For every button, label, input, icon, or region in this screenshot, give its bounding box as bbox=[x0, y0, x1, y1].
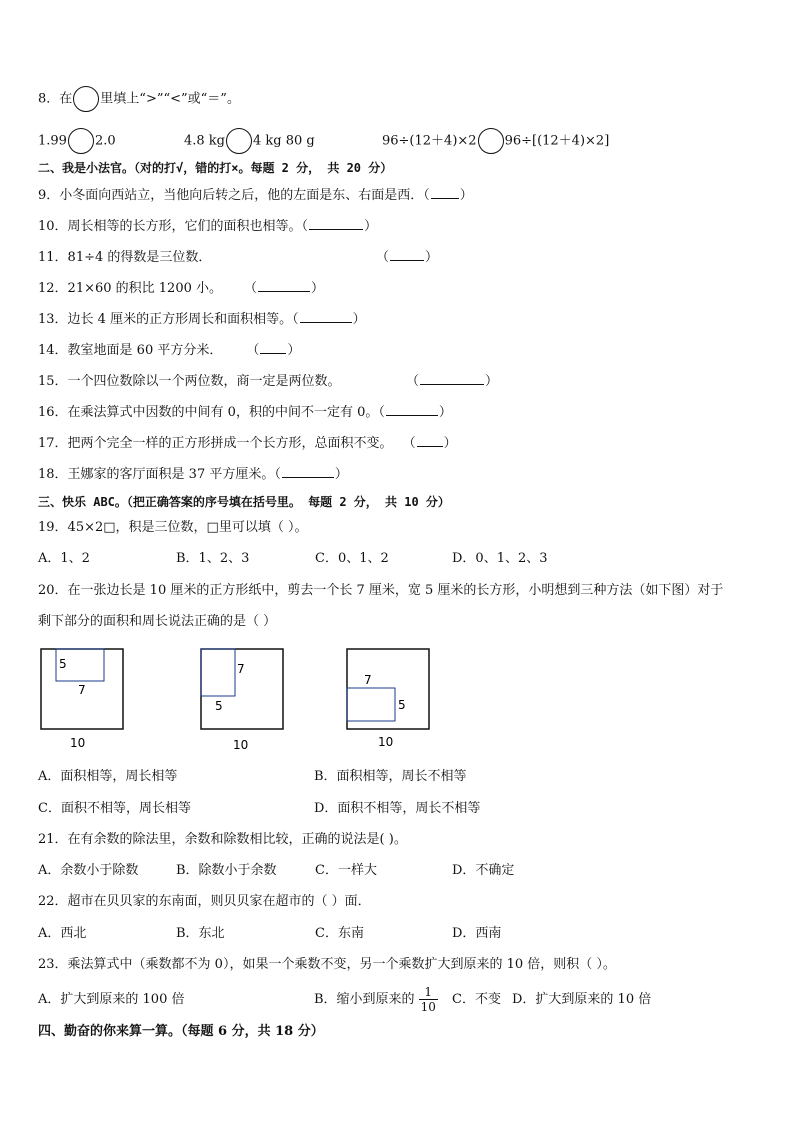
q19-option-a[interactable]: A．1、2 bbox=[38, 551, 90, 566]
question-16 bbox=[38, 403, 452, 423]
label-width: 5 bbox=[398, 698, 406, 712]
q20-option-c[interactable]: C．面积不相等，周长相等 bbox=[38, 801, 191, 816]
label-side: 10 bbox=[378, 735, 394, 749]
label-length: 7 bbox=[78, 683, 86, 697]
q21-option-a[interactable]: A．余数小于除数 bbox=[38, 863, 139, 878]
question-number: 13． bbox=[38, 312, 68, 327]
q22-option-b[interactable]: B．东北 bbox=[176, 926, 225, 941]
question-19-stem: 19．45×2□，积是三位数，□里可以填（ ）。 bbox=[38, 520, 308, 535]
answer-circle[interactable] bbox=[73, 86, 99, 112]
compare-right: 4 kg 80 g bbox=[253, 133, 315, 149]
close-paren: ） bbox=[443, 436, 457, 451]
close-paren: ） bbox=[311, 281, 325, 296]
question-22-stem: 22．超市在贝贝家的东南面，则贝贝家在超市的（ ）面． bbox=[38, 894, 371, 909]
close-paren: ） bbox=[459, 188, 473, 203]
open-paren: （ bbox=[406, 374, 420, 389]
outer-square bbox=[201, 649, 283, 729]
close-paren: ） bbox=[287, 343, 301, 358]
open-paren: （ bbox=[246, 343, 260, 358]
question-number: 12． bbox=[38, 281, 68, 296]
question-15-answer bbox=[406, 372, 498, 392]
open-paren: （ bbox=[244, 281, 258, 296]
figure-2-svg bbox=[200, 648, 290, 754]
q19-option-b[interactable]: B．1、2、3 bbox=[176, 551, 250, 566]
figure-1-svg bbox=[40, 648, 130, 752]
answer-circle[interactable] bbox=[68, 128, 94, 154]
question-11-answer bbox=[376, 248, 438, 268]
answer-blank[interactable] bbox=[420, 372, 484, 385]
label-side: 10 bbox=[70, 736, 86, 750]
q8-item-3 bbox=[382, 128, 609, 154]
answer-blank[interactable] bbox=[386, 403, 438, 416]
question-number: 10． bbox=[38, 219, 68, 234]
question-18 bbox=[38, 465, 348, 485]
figure-method-3 bbox=[346, 648, 436, 756]
q21-option-d[interactable]: D．不确定 bbox=[452, 863, 515, 878]
question-text: 一个四位数除以一个两位数，商一定是两位数。 bbox=[67, 374, 341, 389]
answer-blank[interactable] bbox=[260, 341, 286, 354]
compare-right: 2.0 bbox=[94, 133, 116, 149]
cut-rectangle bbox=[201, 649, 235, 696]
question-8 bbox=[38, 86, 240, 112]
question-number: 9． bbox=[38, 188, 60, 203]
question-text: 里填上“>”“<”或“＝”。 bbox=[100, 91, 240, 107]
section-3-heading: 三、快乐 ABC。（把正确答案的序号填在括号里。 每题 2 分， 共 10 分） bbox=[38, 495, 450, 509]
question-20-stem-1: 20．在一张边长是 10 厘米的正方形纸中，剪去一个长 7 厘米，宽 5 厘米的长方形，小明想到三种方法（如下图）对于 bbox=[38, 583, 724, 598]
close-paren: ） bbox=[438, 405, 452, 420]
compare-right: 96÷[(12＋4)×2] bbox=[504, 133, 610, 149]
close-paren: ） bbox=[364, 219, 378, 234]
question-10 bbox=[38, 217, 377, 237]
q20-option-d[interactable]: D．面积不相等，周长不相等 bbox=[314, 801, 481, 816]
q21-option-b[interactable]: B．除数小于余数 bbox=[176, 863, 277, 878]
q23-option-b[interactable] bbox=[314, 982, 442, 1018]
section-2-heading: 二、我是小法官。（对的打√，错的打×。每题 2 分， 共 20 分） bbox=[38, 161, 393, 175]
close-paren: ） bbox=[334, 467, 348, 482]
compare-left: 4.8 kg bbox=[184, 133, 226, 149]
question-number: 11． bbox=[38, 250, 68, 265]
question-text: 81÷4 的得数是三位数． bbox=[67, 250, 212, 265]
question-13 bbox=[38, 310, 366, 330]
question-17 bbox=[38, 434, 457, 454]
q22-option-d[interactable]: D．西南 bbox=[452, 926, 502, 941]
section-4-heading: 四、勤奋的你来算一算。（每题 6 分，共 18 分） bbox=[38, 1024, 324, 1039]
q23-option-c[interactable]: C．不变 bbox=[452, 992, 501, 1007]
close-paren: ） bbox=[352, 312, 366, 327]
fraction bbox=[419, 985, 438, 1014]
question-text: 21×60 的积比 1200 小。 bbox=[67, 281, 223, 296]
q21-option-c[interactable]: C．一样大 bbox=[315, 863, 377, 878]
question-text: 在 bbox=[59, 91, 73, 107]
question-15 bbox=[38, 372, 341, 392]
answer-blank[interactable] bbox=[390, 248, 424, 261]
question-21-stem: 21．在有余数的除法里，余数和除数相比较，正确的说法是( )。 bbox=[38, 832, 407, 847]
open-paren: （ bbox=[376, 250, 390, 265]
option-b-text: B．缩小到原来的 bbox=[314, 992, 415, 1007]
q23-option-a[interactable]: A．扩大到原来的 100 倍 bbox=[38, 992, 185, 1007]
question-9 bbox=[38, 186, 473, 206]
q19-option-c[interactable]: C．0、1、2 bbox=[315, 551, 389, 566]
label-width: 5 bbox=[59, 657, 67, 671]
question-text: 小冬面向西站立，当他向后转之后，他的左面是东、右面是西．（ bbox=[59, 188, 430, 203]
label-length: 7 bbox=[364, 673, 372, 687]
question-text: 周长相等的长方形，它们的面积也相等。（ bbox=[67, 219, 309, 234]
question-number: 15． bbox=[38, 374, 68, 389]
q23-option-d[interactable]: D．扩大到原来的 10 倍 bbox=[512, 992, 652, 1007]
cut-rectangle bbox=[347, 688, 395, 721]
q8-item-2 bbox=[184, 128, 315, 154]
fraction-numerator: 1 bbox=[419, 985, 438, 1000]
label-side: 10 bbox=[233, 738, 249, 752]
question-12 bbox=[38, 279, 324, 299]
question-text: 把两个完全一样的正方形拼成一个长方形，总面积不变。 bbox=[67, 436, 393, 451]
answer-blank[interactable] bbox=[431, 186, 459, 199]
question-number: 17． bbox=[38, 436, 68, 451]
label-length: 7 bbox=[237, 662, 245, 676]
question-number: 8． bbox=[38, 91, 60, 107]
question-20-stem-2: 剩下部分的面积和周长说法正确的是（ ） bbox=[38, 614, 277, 629]
question-11 bbox=[38, 248, 211, 268]
answer-circle[interactable] bbox=[226, 128, 252, 154]
q20-option-b[interactable]: B．面积相等，周长不相等 bbox=[314, 769, 467, 784]
answer-blank[interactable] bbox=[258, 279, 310, 292]
q22-option-c[interactable]: C．东南 bbox=[315, 926, 364, 941]
q8-item-1 bbox=[38, 128, 116, 154]
open-paren: （ bbox=[402, 436, 416, 451]
figure-3-svg bbox=[346, 648, 436, 752]
compare-left: 1.99 bbox=[38, 133, 67, 149]
figure-method-1 bbox=[40, 648, 130, 756]
question-text: 教室地面是 60 平方分米． bbox=[67, 343, 223, 358]
answer-blank[interactable] bbox=[309, 217, 363, 230]
q19-option-d[interactable]: D．0、1、2、3 bbox=[452, 551, 548, 566]
q20-option-a[interactable]: A．面积相等，周长相等 bbox=[38, 769, 178, 784]
close-paren: ） bbox=[425, 250, 439, 265]
question-text: 王娜家的客厅面积是 37 平方厘米。（ bbox=[67, 467, 281, 482]
label-width: 5 bbox=[215, 699, 223, 713]
answer-blank[interactable] bbox=[282, 465, 334, 478]
q22-option-a[interactable]: A．西北 bbox=[38, 926, 87, 941]
question-text: 在乘法算式中因数的中间有 0，积的中间不一定有 0。（ bbox=[67, 405, 385, 420]
figure-method-2 bbox=[200, 648, 290, 758]
answer-circle[interactable] bbox=[478, 128, 504, 154]
question-text: 边长 4 厘米的正方形周长和面积相等。（ bbox=[67, 312, 299, 327]
outer-square bbox=[347, 649, 429, 729]
question-23-stem: 23．乘法算式中（乘数都不为 0），如果一个乘数不变，另一个乘数扩大到原来的 10 倍，则积（ ）。 bbox=[38, 957, 616, 972]
question-14 bbox=[38, 341, 300, 361]
question-number: 16． bbox=[38, 405, 68, 420]
fraction-denominator: 10 bbox=[420, 1000, 436, 1014]
compare-left: 96÷(12＋4)×2 bbox=[382, 133, 477, 149]
answer-blank[interactable] bbox=[300, 310, 352, 323]
question-number: 18． bbox=[38, 467, 68, 482]
close-paren: ） bbox=[485, 374, 499, 389]
question-number: 14． bbox=[38, 343, 68, 358]
answer-blank[interactable] bbox=[417, 434, 443, 447]
